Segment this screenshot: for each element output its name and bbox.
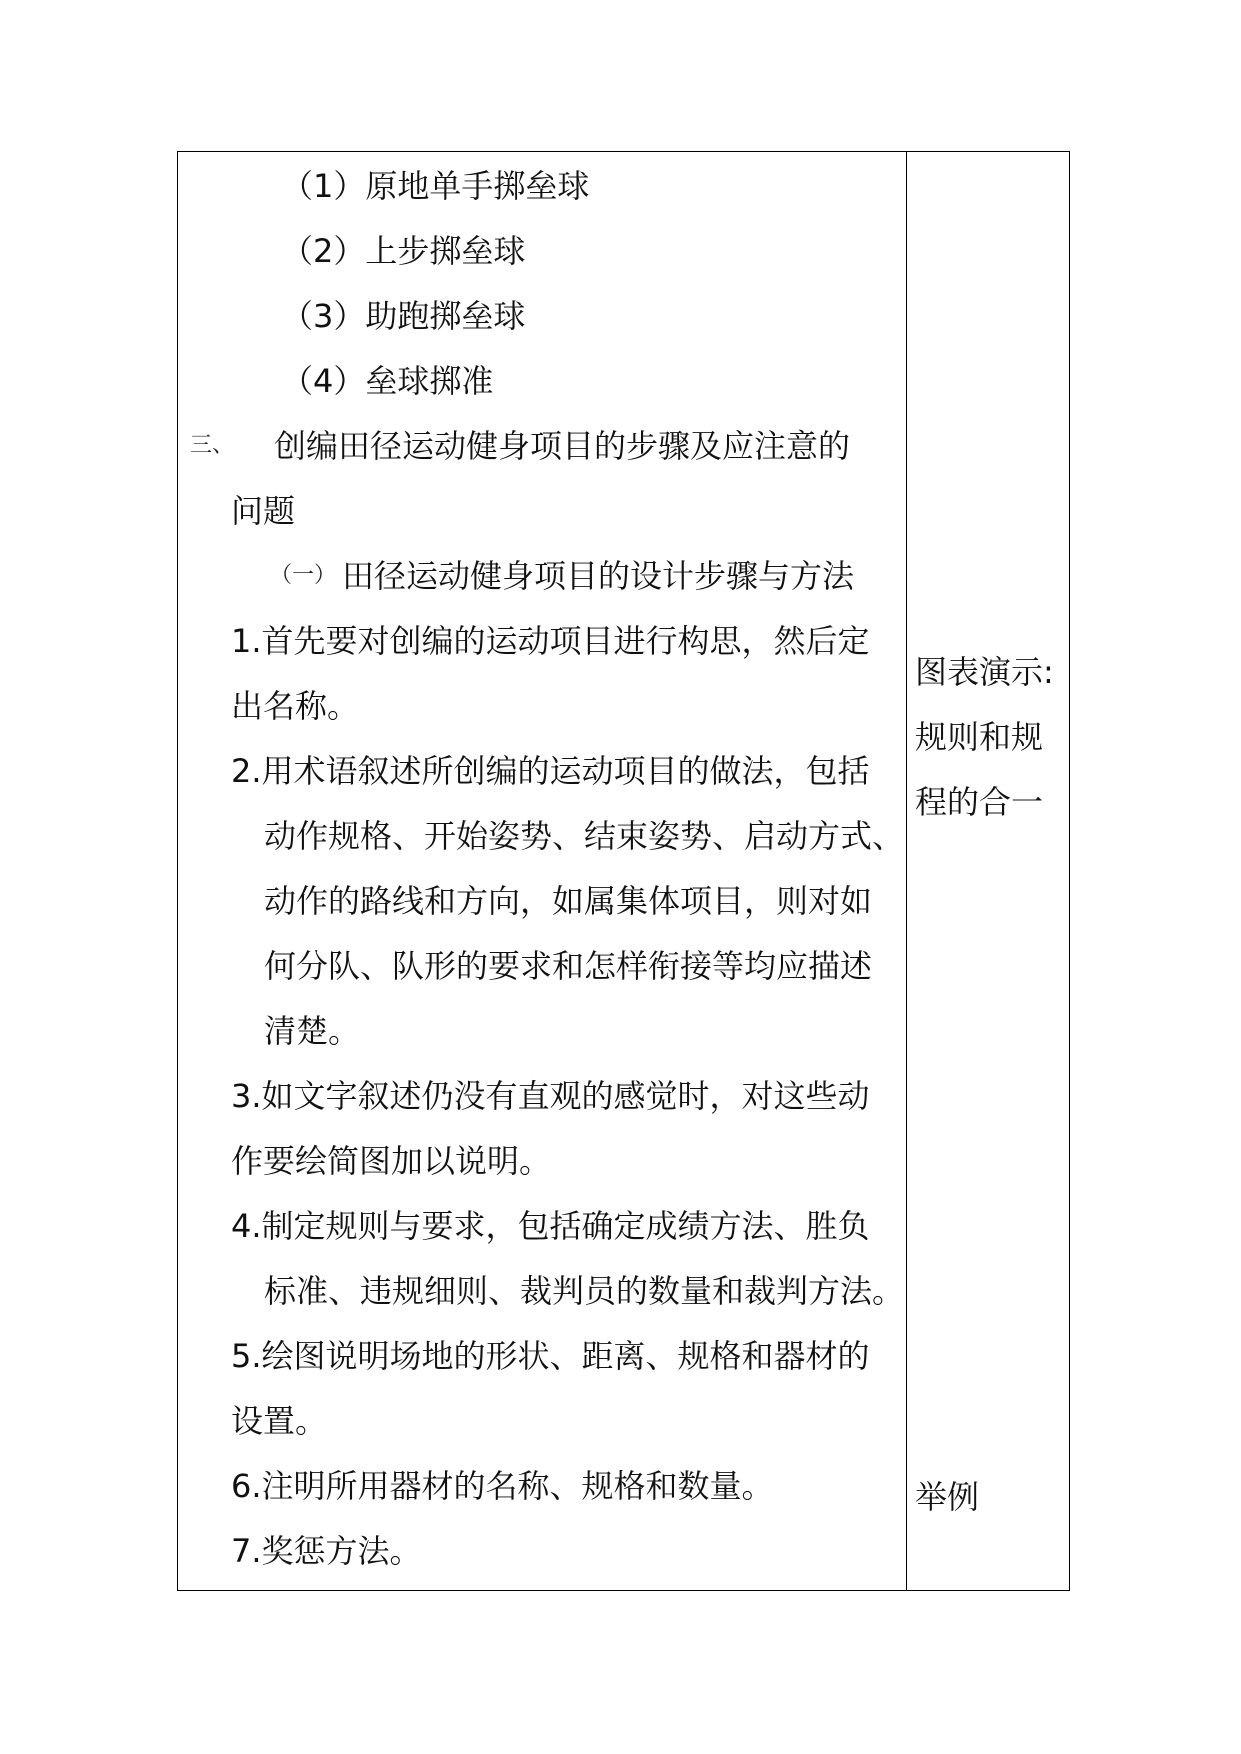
step-2-line-3: 动作的路线和方向，如属集体项目，则对如 — [264, 882, 873, 920]
step-5-line-1: 5.绘图说明场地的形状、距离、规格和器材的 — [231, 1337, 870, 1375]
step-2-line-4: 何分队、队形的要求和怎样衔接等均应描述 — [264, 947, 873, 985]
step-2-line-1: 2.用术语叙述所创编的运动项目的做法，包括 — [231, 752, 870, 790]
step-4-line-2: 标准、违规细则、裁判员的数量和裁判方法。 — [264, 1272, 905, 1310]
sub-item-2: （2）上步掷垒球 — [281, 232, 526, 270]
step-1-line-1: 1.首先要对创编的运动项目进行构思，然后定 — [231, 622, 870, 660]
right-note-2: 举例 — [915, 1478, 980, 1516]
sub-item-4: （4）垒球掷准 — [281, 362, 494, 400]
right-note-1-line-1: 图表演示: — [915, 653, 1054, 691]
lesson-table — [177, 151, 1070, 1591]
subsection-1-title: 田径运动健身项目的设计步骤与方法 — [342, 557, 855, 595]
section-3-title-line-2: 问题 — [231, 492, 296, 530]
right-note-1-line-3: 程的合一 — [915, 783, 1044, 821]
step-6-line-1: 6.注明所用器材的名称、规格和数量。 — [231, 1467, 774, 1505]
sub-item-3: （3）助跑掷垒球 — [281, 297, 526, 335]
right-note-1-line-2: 规则和规 — [915, 718, 1044, 756]
step-1-line-2: 出名称。 — [231, 687, 360, 725]
section-3-marker: 三、 — [190, 433, 235, 458]
step-3-line-1: 3.如文字叙述仍没有直观的感觉时，对这些动 — [231, 1077, 870, 1115]
step-5-line-2: 设置。 — [231, 1402, 328, 1440]
section-3-title-line-1: 创编田径运动健身项目的步骤及应注意的 — [274, 427, 851, 465]
column-divider — [906, 152, 907, 1590]
step-4-line-1: 4.制定规则与要求，包括确定成绩方法、胜负 — [231, 1207, 870, 1245]
step-7-line-1: 7.奖惩方法。 — [231, 1532, 422, 1570]
sub-item-1: （1）原地单手掷垒球 — [281, 167, 590, 205]
step-2-line-2: 动作规格、开始姿势、结束姿势、启动方式、 — [264, 817, 905, 855]
step-3-line-2: 作要绘简图加以说明。 — [231, 1142, 552, 1180]
step-2-line-5: 清楚。 — [264, 1012, 361, 1050]
subsection-1-marker: （一） — [270, 563, 337, 588]
